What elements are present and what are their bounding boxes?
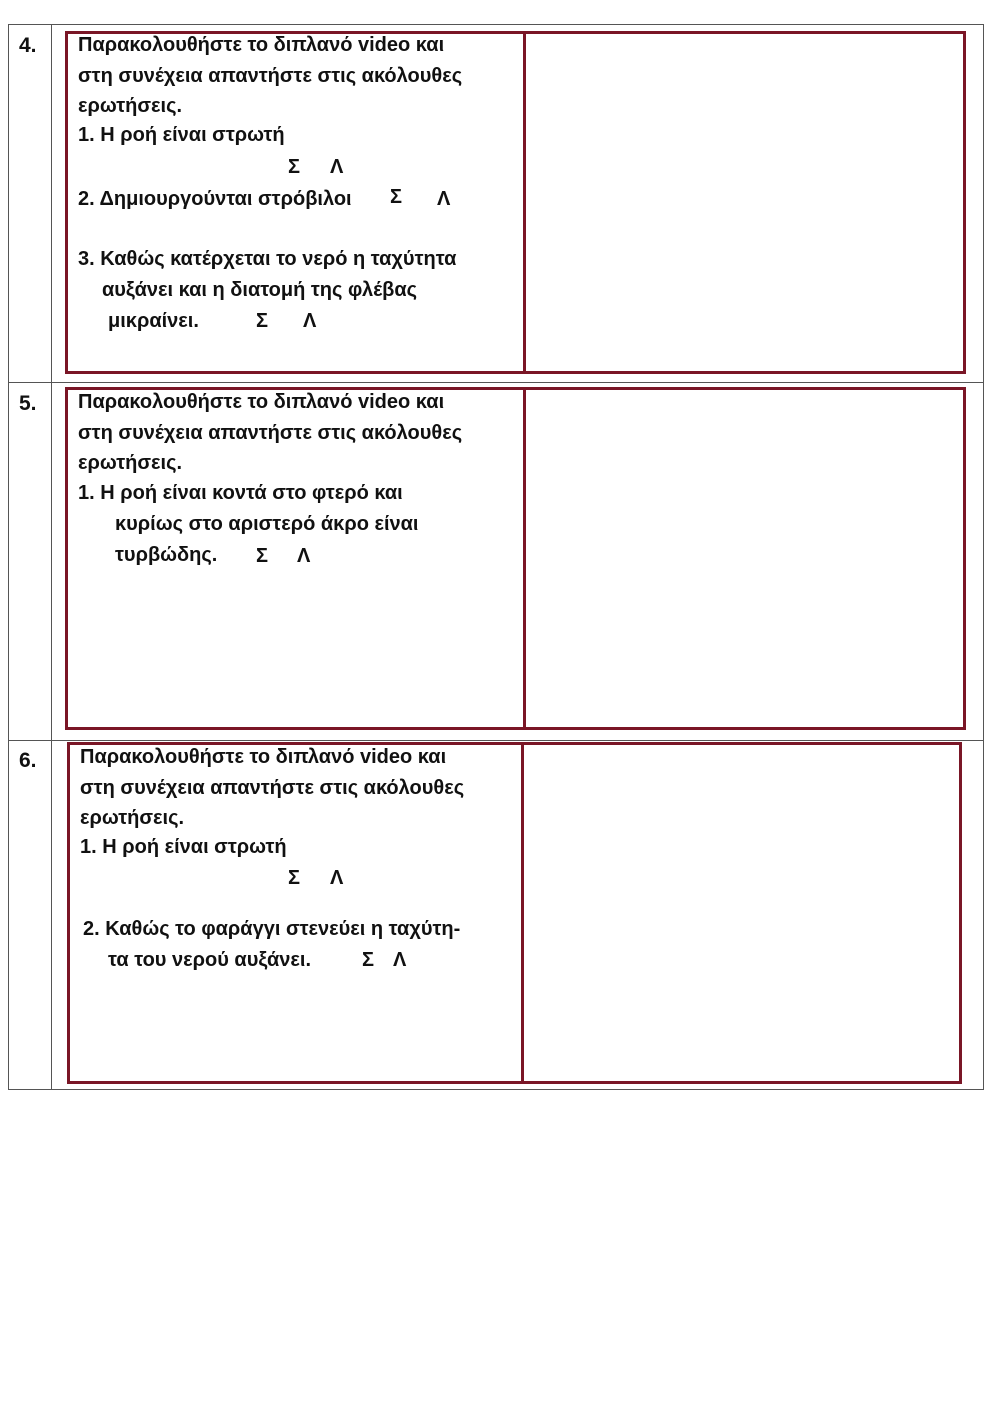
question-3-line: μικραίνει. — [108, 310, 199, 332]
question-2: 2. Καθώς το φαράγγι στενεύει η ταχύτη- — [83, 918, 461, 940]
column-divider — [51, 25, 52, 1089]
instructions-line: Παρακολουθήστε το διπλανό video και — [78, 391, 445, 413]
true-option[interactable]: Σ — [390, 186, 403, 208]
instructions — [80, 742, 464, 834]
instructions-line: Παρακολουθήστε το διπλανό video και — [78, 34, 445, 56]
question-2-line: τα του νερού αυξάνει. — [108, 949, 312, 971]
instructions-line: Παρακολουθήστε το διπλανό video και — [80, 746, 447, 768]
instructions-line: ερωτήσεις. — [78, 95, 183, 117]
row-divider — [9, 382, 983, 383]
question-1-line: τυρβώδης. — [115, 544, 218, 566]
instructions — [78, 30, 462, 122]
question-number: 6. — [19, 749, 37, 772]
false-option[interactable]: Λ — [437, 188, 451, 210]
instructions — [78, 387, 462, 479]
question-1-line: κυρίως στο αριστερό άκρο είναι — [115, 513, 419, 535]
row-divider — [9, 740, 983, 741]
question-number: 5. — [19, 392, 37, 415]
question-2: 2. Δημιουργούνται στρόβιλοι — [78, 188, 352, 210]
true-option[interactable]: Σ — [288, 867, 301, 889]
true-option[interactable]: Σ — [256, 310, 269, 332]
instructions-line: ερωτήσεις. — [80, 807, 185, 829]
instructions-line: στη συνέχεια απαντήστε στις ακόλουθες — [78, 421, 463, 444]
instructions-line: στη συνέχεια απαντήστε στις ακόλουθες — [80, 776, 465, 799]
true-option[interactable]: Σ — [256, 545, 269, 567]
question-number: 4. — [19, 34, 37, 57]
false-option[interactable]: Λ — [393, 949, 407, 971]
instructions-line: στη συνέχεια απαντήστε στις ακόλουθες — [78, 64, 463, 87]
question-1: 1. Η ροή είναι στρωτή — [80, 836, 287, 858]
question-1: 1. Η ροή είναι στρωτή — [78, 124, 285, 146]
true-option[interactable]: Σ — [288, 156, 301, 178]
false-option[interactable]: Λ — [330, 867, 344, 889]
instructions-line: ερωτήσεις. — [78, 452, 183, 474]
false-option[interactable]: Λ — [303, 310, 317, 332]
false-option[interactable]: Λ — [297, 545, 311, 567]
true-option[interactable]: Σ — [362, 949, 375, 971]
question-3: 3. Καθώς κατέρχεται το νερό η ταχύτητα — [78, 248, 457, 270]
false-option[interactable]: Λ — [330, 156, 344, 178]
question-3-line: αυξάνει και η διατομή της φλέβας — [102, 279, 418, 301]
question-1: 1. Η ροή είναι κοντά στο φτερό και — [78, 482, 403, 504]
